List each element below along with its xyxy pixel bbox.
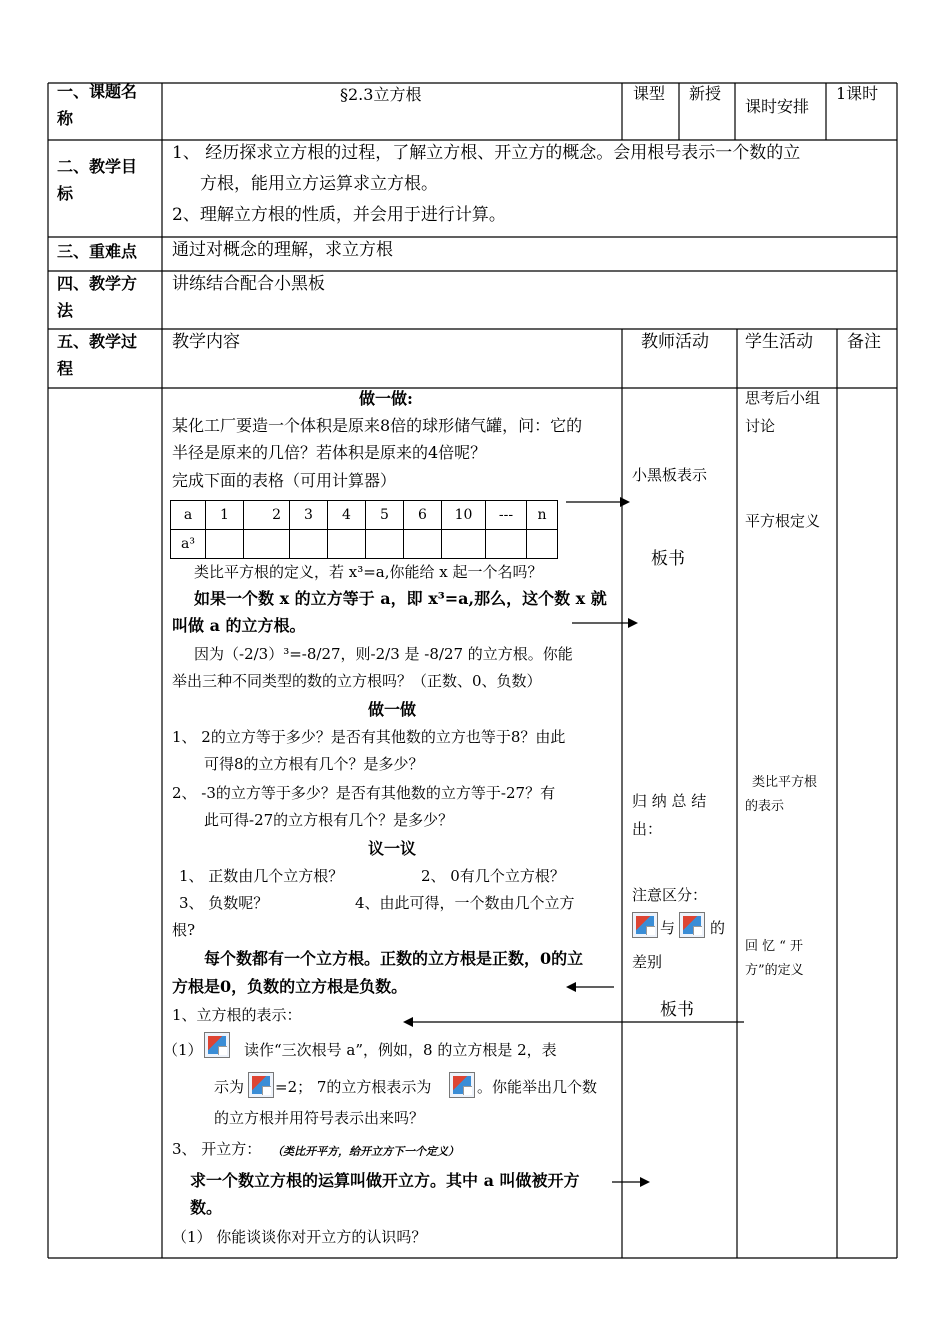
arrow-right-operation: [612, 1177, 650, 1187]
representation-2-mid: =2； 7的立方根表示为: [275, 1078, 432, 1096]
teacher-distinguish: 注意区分：: [632, 886, 708, 904]
col-student: 学生活动: [745, 332, 813, 352]
table-cell: a³: [171, 530, 206, 559]
arrow-left-property: [566, 982, 614, 992]
table-cell: 1: [206, 501, 244, 530]
question-1-line2: 可得8的立方根有几个？是多少？: [204, 755, 424, 773]
table-cell: 6: [404, 501, 442, 530]
arrow-left-representation: [403, 1017, 744, 1027]
label-schedule-text: 课时安排: [745, 97, 810, 116]
question-2-line2: 此可得-27的立方根有几个？是多少？: [204, 811, 454, 829]
teacher-summary-line1: 归 纳 总 结: [632, 792, 707, 810]
student-think-line1: 思考后小组: [745, 389, 821, 407]
teacher-board-writing-2: 板书: [660, 1000, 694, 1020]
table-cell: 10: [442, 501, 486, 530]
lesson-title: §2.3立方根: [340, 85, 422, 104]
discuss-3: 3、 负数呢？: [179, 894, 269, 912]
teacher-of: 的: [710, 919, 726, 937]
student-analogy-line1: 类比平方根: [752, 775, 818, 790]
content-p3: 类比平方根的定义，若 x³=a,你能给 x 起一个名吗？: [194, 563, 543, 581]
difficulty-text: 通过对概念的理解，求立方根: [172, 240, 393, 260]
discuss-4-line2: 根?: [172, 921, 196, 939]
cube-root-op-def-line2: 数。: [190, 1198, 223, 1217]
definition-line1: 如果一个数 x 的立方等于 a，即 x³=a,那么，这个数 x 就: [194, 589, 607, 608]
label-method-line1: 四、教学方: [57, 274, 138, 293]
table-cell: 2: [244, 501, 290, 530]
goal-1-line1: 1、 经历探求立方根的过程，了解立方根、开立方的概念。会用根号表示一个数的立: [172, 143, 801, 163]
representation-2-end: 。你能举出几个数: [477, 1078, 598, 1096]
method-text: 讲练结合配合小黑板: [172, 274, 325, 294]
label-topic-line1: 一、课题名: [57, 82, 138, 101]
representation-2-prefix: 示为: [214, 1078, 245, 1096]
content-p1-line2: 半径是原来的几倍？若体积是原来的4倍呢？: [172, 443, 487, 462]
table-cell: 5: [366, 501, 404, 530]
heading-do-it-2: 做一做: [368, 700, 417, 719]
content-p4-line1: 因为（-2/3）³=-8/27，则-2/3 是 -8/27 的立方根。你能: [194, 645, 573, 663]
cube-root-op-def-line1: 求一个数立方根的运算叫做开立方。其中 a 叫做被开方: [190, 1171, 580, 1190]
teacher-summary-line2: 出：: [632, 820, 663, 838]
table-cell: a: [171, 501, 206, 530]
label-method-line2: 法: [57, 301, 74, 320]
discuss-2: 2、 0有几个立方根？: [421, 867, 565, 885]
col-content: 教学内容: [172, 332, 240, 352]
question-1-line1: 1、 2的立方等于多少？是否有其他数的立方也等于8？由此: [172, 728, 566, 746]
arrow-right-table: [566, 497, 630, 507]
table-cell: 4: [328, 501, 366, 530]
student-recall-line2: 方”的定义: [745, 963, 804, 978]
cube-root-op-hint: （类比开平方，给开立方下一个定义）: [272, 1145, 459, 1158]
label-type: 课型: [633, 84, 666, 103]
label-process-line1: 五、教学过: [57, 332, 138, 351]
schedule-value: 1课时: [836, 84, 879, 103]
col-teacher: 教师活动: [641, 332, 709, 352]
student-think-line2: 讨论: [745, 417, 776, 435]
teacher-and: 与: [660, 919, 676, 937]
student-recall-line1: 回 忆 “ 开: [745, 939, 804, 954]
definition-line2: 叫做 a 的立方根。: [172, 616, 306, 635]
label-process-line2: 程: [57, 359, 74, 378]
representation-3: 的立方根并用符号表示出来吗？: [214, 1109, 425, 1127]
type-value: 新授: [689, 84, 722, 103]
teacher-board-writing-1: 板书: [651, 549, 685, 569]
label-topic-line2: 称: [57, 109, 74, 128]
teacher-difference: 差别: [632, 953, 663, 971]
goal-1-line2: 方根，能用立方运算求立方根。: [200, 174, 438, 194]
discuss-4: 4、由此可得，一个数由几个立方: [355, 894, 575, 912]
student-square-root-def: 平方根定义: [745, 512, 821, 530]
cube-root-op-title: 3、 开立方：: [172, 1140, 262, 1158]
content-p4-line2: 举出三种不同类型的数的立方根吗？（正数、0、负数）: [172, 672, 542, 690]
property-line2: 方根是0，负数的立方根是负数。: [172, 977, 408, 996]
representation-1-text: 读作“三次根号 a”，例如，8 的立方根是 2，表: [244, 1041, 557, 1059]
content-p1-line1: 某化工厂要造一个体积是原来8倍的球形储气罐，问：它的: [172, 416, 583, 435]
student-analogy-line2: 的表示: [745, 799, 785, 814]
content-p2: 完成下面的表格（可用计算器）: [172, 471, 397, 490]
question-2-line1: 2、 -3的立方等于多少？是否有其他数的立方等于-27？有: [172, 784, 556, 802]
label-goals-line1: 二、教学目: [57, 157, 138, 176]
heading-discuss: 议一议: [368, 839, 417, 858]
teacher-blackboard: 小黑板表示: [632, 466, 708, 484]
col-note: 备注: [847, 332, 881, 352]
heading-do-it: 做一做:: [359, 389, 413, 408]
label-goals-line2: 标: [57, 184, 74, 203]
property-line1: 每个数都有一个立方根。正数的立方根是正数，0的立: [204, 949, 584, 968]
discuss-1: 1、 正数由几个立方根？: [179, 867, 344, 885]
table-cell: n: [527, 501, 558, 530]
table-cell: ---: [486, 501, 527, 530]
label-difficulty: 三、重难点: [57, 242, 138, 261]
table-cell: 3: [290, 501, 328, 530]
goal-2: 2、理解立方根的性质，并会用于进行计算。: [172, 205, 506, 225]
content-last-question: （1） 你能谈谈你对开立方的认识吗？: [172, 1228, 427, 1246]
representation-title: 1、立方根的表示：: [172, 1006, 302, 1024]
arrow-right-definition: [572, 618, 638, 628]
representation-1-prefix: （1）: [163, 1041, 203, 1059]
